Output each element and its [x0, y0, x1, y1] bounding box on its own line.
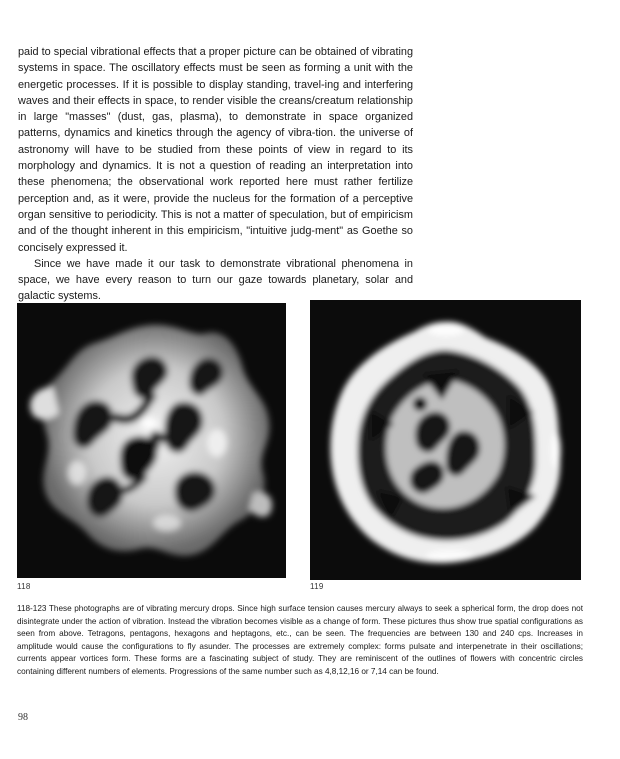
body-paragraph-2: Since we have made it our task to demonstrate vibrational phenomena in space, we have every reason to turn our gaze towards planetary, solar and galactic systems. — [18, 257, 413, 303]
figure-caption: 118-123 These photographs are of vibrating mercury drops. Since high surface tension causes mercury always to seek a spherical form, the drop does not disintegrate under the action of vibration. Instead the vibration becomes visible as a change of form. These pictures thus show true spatial configurations as seen from above. Tetragons, pentagons, hexagons and heptagons, etc., can be seen. The frequencies are between 130 and 240 cps. Increases in amplitude would cause the configurations to fly asunder. The processes are extremely complex: forms pulsate and interpenetrate in their oscillations; currents appear vortices form. These forms are a fascinating subject of study. They are reminiscent of the outlines of flowers with concentric circles containing different numbers of elements. Progressions of the same number such as 4,8,12,16 or 7,14 can be found. — [17, 604, 583, 676]
figure-number-119: 119 — [310, 582, 324, 591]
figure-number-118: 118 — [17, 582, 31, 591]
body-text — [18, 44, 413, 305]
mercury-drop-photo-119 — [310, 300, 581, 580]
body-paragraph-1: paid to special vibrational effects that a proper picture can be obtained of vibrating systems in space. The oscillatory effects must be seen as forming a unit with the energetic processes. If it is possible to display standing, travel-ing and interfering waves and their effects in space, to render visible the creans/creatum relationship in large "masses" (dust, gas, plasma), to demonstrate in space organized patterns, dynamics and kinetics through the agency of vibra-tion. the universe of astronomy will have to be studied from these points of view in regard to its morphology and dynamics. It is not a question of reading an interpretation into these phenomena; the observational work reported here must rather fertilize perception and, as it were, provide the nucleus for the formation of a perceptive organ sensitive to periodicity. This is not a matter of speculation, but of empiricism and of the thought inherent in this empiricism, "intuitive judg-ment" as Goethe so concisely expressed it. — [18, 46, 413, 254]
mercury-drop-photo-118 — [17, 303, 286, 578]
page-number: 98 — [18, 712, 28, 723]
